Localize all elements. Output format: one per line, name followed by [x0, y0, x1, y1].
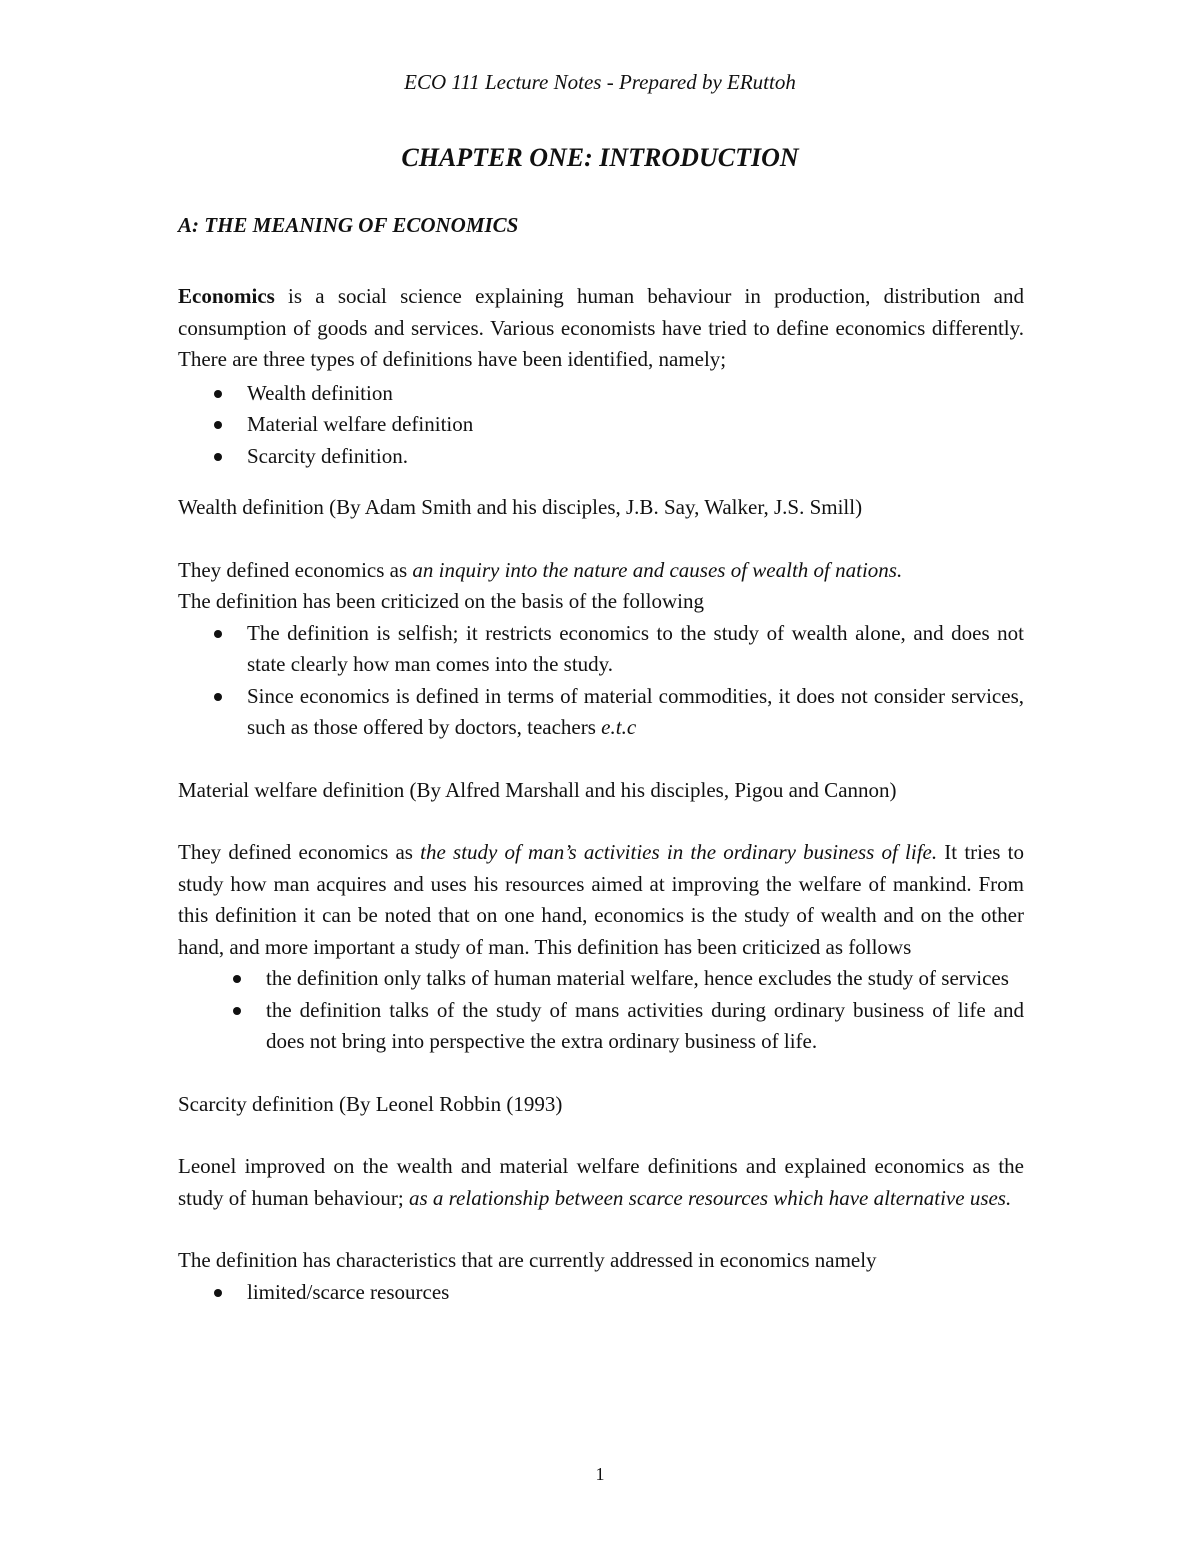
chapter-title: CHAPTER ONE: INTRODUCTION	[401, 143, 799, 172]
economics-intro-text: is a social science explaining human behaviour in production, distribution and consumption of goods and services. Various economists have tried to define economics differently. There are three types of definitions have been identified, namely;	[178, 284, 1024, 371]
material-definition-paragraph: They defined economics as the study of man’s activities in the ordinary business of life. It tries to study how man acquires and uses his resources aimed at improving the welfare of mankind. From this definition it can be noted that on one hand, economics is the study of wealth and on the other hand, and more important a study of man. This definition has been criticized as follows	[178, 840, 1024, 959]
material-definition-quote: the study of man’s activities in the ordinary business of life.	[420, 840, 938, 864]
economics-term: Economics	[178, 284, 275, 308]
material-criticisms-list	[178, 963, 1024, 1058]
scarcity-characteristics-text: The definition has characteristics that are currently addressed in economics namely	[178, 1248, 877, 1272]
wealth-definition-quote: an inquiry into the nature and causes of wealth of nations.	[412, 557, 903, 582]
list-item: limited/scarce resources	[247, 1279, 450, 1304]
scarcity-definition-quote: as a relationship between scarce resources which have alternative uses.	[408, 1185, 1012, 1210]
list-item: Wealth definition	[247, 380, 393, 405]
page-number: 1	[595, 1464, 605, 1484]
list-item: Scarcity definition.	[247, 443, 408, 468]
definition-types-list	[178, 378, 1024, 473]
list-item: Since economics is defined in terms of material commodities, it does not consider services, such as those offered by doctors, teachers e.t.c	[247, 683, 1024, 739]
material-definition-title: Material welfare definition (By Alfred Marshall and his disciples, Pigou and Cannon)	[178, 777, 897, 802]
list-item: the definition talks of the study of mans activities during ordinary business of life and does not bring into perspective the extra ordinary business of life.	[266, 997, 1024, 1053]
scarcity-definition-title: Scarcity definition (By Leonel Robbin (1993)	[178, 1091, 563, 1116]
scarcity-characteristics-list	[178, 1277, 1024, 1309]
page-header: ECO 111 Lecture Notes - Prepared by ERuttoh	[404, 70, 796, 94]
list-item: the definition only talks of human material welfare, hence excludes the study of services	[266, 966, 1009, 990]
wealth-definition-title: Wealth definition (By Adam Smith and his disciples, J.B. Say, Walker, J.S. Smill)	[178, 495, 863, 519]
economics-intro-paragraph	[178, 281, 1024, 376]
list-item: The definition is selfish; it restricts economics to the study of wealth alone, and does not state clearly how man comes into the study.	[247, 620, 1024, 676]
list-item: Material welfare definition	[247, 412, 474, 436]
page-content	[178, 210, 1024, 1308]
wealth-criticisms-list	[178, 618, 1024, 744]
section-heading: A: THE MEANING OF ECONOMICS	[178, 213, 519, 237]
wealth-definition-paragraph: They defined economics as an inquiry into the nature and causes of wealth of nations. The definition has been criticized on the basis of the following	[178, 557, 903, 613]
scarcity-definition-paragraph: Leonel improved on the wealth and material welfare definitions and explained economics as the study of human behaviour; as a relationship between scarce resources which have alternative uses.	[178, 1154, 1024, 1210]
